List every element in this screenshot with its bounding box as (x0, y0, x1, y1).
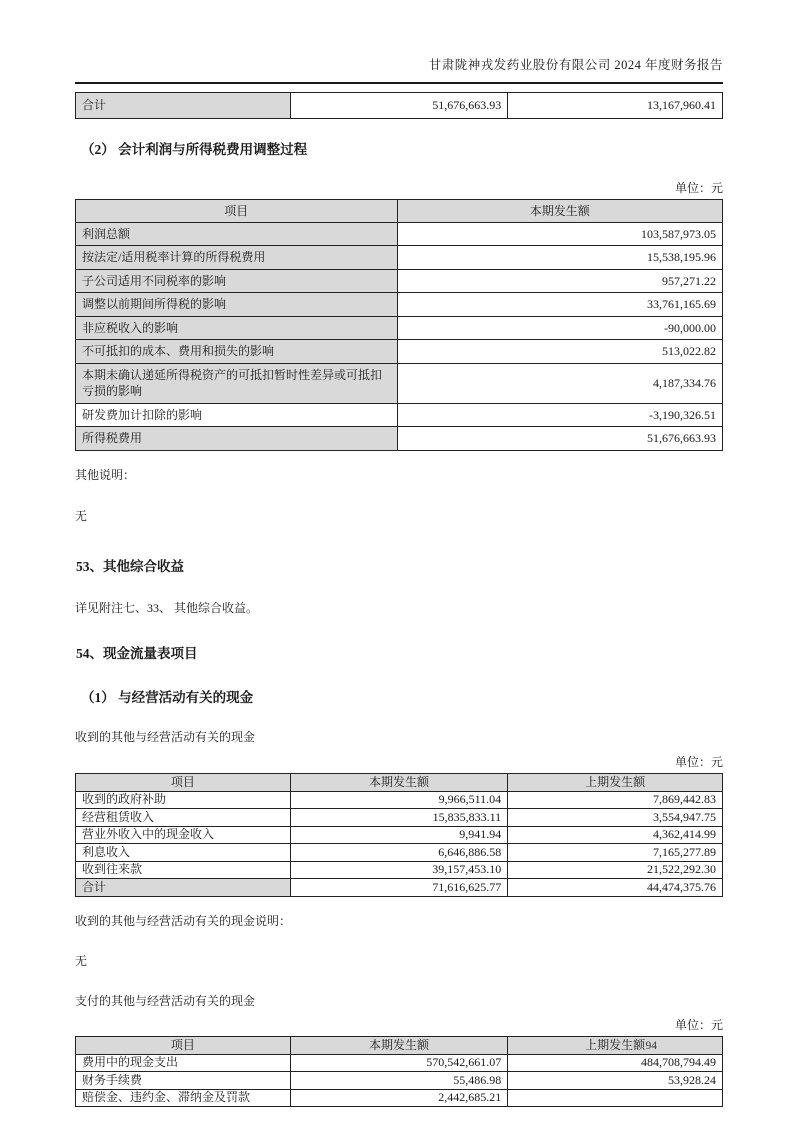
column-header: 本期发生额 (290, 773, 507, 791)
row-label: 财务手续费 (76, 1072, 291, 1090)
table-row (76, 269, 723, 293)
section-heading-cash-flow-items: 54、现金流量表项目 (76, 645, 198, 661)
column-header: 上期发生额 (508, 773, 723, 791)
row-value: 9,941.94 (290, 826, 507, 844)
table-row (76, 363, 723, 403)
row-value: 9,966,511.04 (290, 791, 507, 809)
row-label: 按法定/适用税率计算的所得税费用 (76, 246, 398, 270)
table-header-row (76, 1036, 723, 1054)
table-row (76, 879, 723, 897)
row-value: 21,522,292.30 (508, 861, 723, 879)
row-label: 研发费加计扣除的影响 (76, 403, 398, 427)
row-value: 15,835,833.11 (290, 809, 507, 827)
row-value: 44,474,375.76 (508, 879, 723, 897)
table-row (76, 861, 723, 879)
table-row (76, 791, 723, 809)
income-tax-adjustment-table (75, 199, 723, 451)
unit-label: 单位：元 (674, 180, 723, 195)
report-header-title: 甘肃陇神戎发药业股份有限公司 2024 年度财务报告 (75, 55, 723, 84)
row-value: 33,761,165.69 (397, 293, 722, 317)
row-label: 子公司适用不同税率的影响 (76, 269, 398, 293)
column-header: 上期发生额 (508, 1036, 723, 1054)
page-number: 94 (645, 1040, 657, 1052)
row-value: 55,486.98 (290, 1072, 507, 1090)
row-value (508, 1089, 723, 1107)
column-header: 本期发生额 (290, 1036, 507, 1054)
row-label: 收到的政府补助 (76, 791, 291, 809)
table-row (76, 809, 723, 827)
row-value: 51,676,663.93 (290, 93, 507, 119)
table-row (76, 93, 723, 119)
received-cash-note-label: 收到的其他与经营活动有关的现金说明： (75, 913, 292, 928)
table-header-row (76, 773, 723, 791)
table-row (76, 427, 723, 451)
row-value: 3,554,947.75 (508, 809, 723, 827)
column-header: 项目 (76, 199, 398, 222)
received-cash-note-value: 无 (75, 953, 88, 968)
total-row-table (75, 92, 723, 119)
row-value: 51,676,663.93 (397, 427, 722, 451)
table-row (76, 340, 723, 364)
row-value: -90,000.00 (397, 316, 722, 340)
row-value: 13,167,960.41 (508, 93, 723, 119)
paid-cash-caption: 支付的其他与经营活动有关的现金 (75, 993, 256, 1008)
row-value: 53,928.24 (508, 1072, 723, 1090)
row-label: 合计 (76, 879, 291, 897)
row-value: -3,190,326.51 (397, 403, 722, 427)
table-row (76, 222, 723, 246)
row-value: 957,271.22 (397, 269, 722, 293)
row-value: 513,022.82 (397, 340, 722, 364)
row-value: 15,538,195.96 (397, 246, 722, 270)
row-label: 合计 (76, 93, 291, 119)
table-header-row (76, 199, 723, 222)
received-cash-caption: 收到的其他与经营活动有关的现金 (75, 729, 256, 744)
table-row (76, 844, 723, 862)
row-label: 本期未确认递延所得税资产的可抵扣暂时性差异或可抵扣亏损的影响 (76, 363, 398, 403)
paid-cash-table (75, 1036, 723, 1108)
row-label: 利润总额 (76, 222, 398, 246)
row-value: 103,587,973.05 (397, 222, 722, 246)
unit-label: 单位：元 (674, 754, 723, 769)
row-label: 调整以前期间所得税的影响 (76, 293, 398, 317)
row-value: 484,708,794.49 (508, 1054, 723, 1072)
see-note-reference: 详见附注七、33、 其他综合收益。 (75, 600, 259, 615)
row-value: 4,187,334.76 (397, 363, 722, 403)
row-label: 不可抵扣的成本、费用和损失的影响 (76, 340, 398, 364)
row-label: 收到往来款 (76, 861, 291, 879)
other-notes-label: 其他说明： (75, 467, 136, 482)
table-row (76, 1089, 723, 1107)
table-row (76, 403, 723, 427)
unit-label: 单位：元 (674, 1017, 723, 1032)
row-value: 7,165,277.89 (508, 844, 723, 862)
table-row (76, 1054, 723, 1072)
section-heading-income-tax-adjustment: （2） 会计利润与所得税费用调整过程 (81, 141, 308, 157)
row-value: 4,362,414.99 (508, 826, 723, 844)
row-label: 营业外收入中的现金收入 (76, 826, 291, 844)
table-row (76, 316, 723, 340)
row-label: 所得税费用 (76, 427, 398, 451)
column-header: 项目 (76, 1036, 291, 1054)
row-label: 非应税收入的影响 (76, 316, 398, 340)
row-value: 71,616,625.77 (290, 879, 507, 897)
column-header: 本期发生额 (397, 199, 722, 222)
subsection-heading-operating-cash: （1） 与经营活动有关的现金 (81, 689, 254, 705)
row-value: 2,442,685.21 (290, 1089, 507, 1107)
received-cash-table (75, 773, 723, 897)
section-heading-other-comprehensive-income: 53、其他综合收益 (76, 558, 184, 574)
column-header: 项目 (76, 773, 291, 791)
row-label: 费用中的现金支出 (76, 1054, 291, 1072)
row-value: 570,542,661.07 (290, 1054, 507, 1072)
row-label: 经营租赁收入 (76, 809, 291, 827)
table-row (76, 246, 723, 270)
row-value: 6,646,886.58 (290, 844, 507, 862)
row-label: 利息收入 (76, 844, 291, 862)
table-row (76, 1072, 723, 1090)
table-row (76, 826, 723, 844)
row-label: 赔偿金、违约金、滞纳金及罚款 (76, 1089, 291, 1107)
table-row (76, 293, 723, 317)
row-value: 7,869,442.83 (508, 791, 723, 809)
other-notes-value: 无 (75, 508, 88, 523)
row-value: 39,157,453.10 (290, 861, 507, 879)
